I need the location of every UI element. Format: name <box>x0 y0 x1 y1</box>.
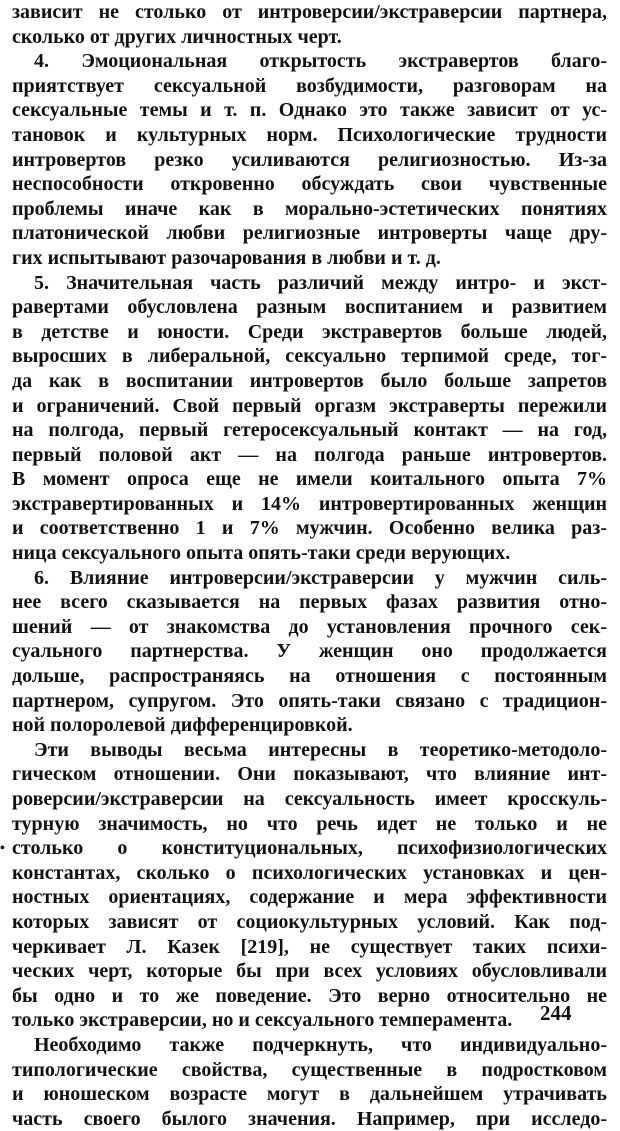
text-line: турную значимость, но что речь идет не только и не <box>12 812 607 835</box>
text-line: нее всего сказывается на первых фазах развития отно- <box>12 591 607 614</box>
text-line: и юношеском возрасте могут в дальнейшем утрачивать <box>12 1083 607 1106</box>
text-line: ной полоролевой дифференцировкой. <box>12 714 353 737</box>
body-text <box>12 0 607 1131</box>
margin-mark: • <box>0 841 5 856</box>
text-line: 6. Влияние интроверсии/экстраверсии у мужчин силь- <box>34 566 607 589</box>
text-line: гих испытывают разочарования в любви и т. д. <box>12 246 441 269</box>
text-line: типологические свойства, существенные в подростковом <box>12 1058 607 1081</box>
text-line: только экстраверсии, но и сексуального темперамента. <box>12 1009 513 1032</box>
text-line: шений — от знакомства до установления прочного сек- <box>12 615 607 638</box>
text-line: проблемы иначе как в морально-эстетических понятиях <box>12 197 607 220</box>
text-line: выросших в либеральной, сексуально терпимой среде, тог- <box>12 345 607 368</box>
text-line: платонической любви религиозные интроверты чаще дру- <box>12 222 607 245</box>
page-number: 244 <box>540 1001 572 1025</box>
text-line: В момент опроса еще не имели коитального опыта 7% <box>12 468 607 491</box>
text-line: сексуальные темы и т. п. Однако это также зависит от ус- <box>12 99 607 122</box>
text-line: столько о конституциональных, психофизиологических <box>12 837 607 860</box>
text-line: сколько от других личностных черт. <box>12 25 342 48</box>
text-line: интровертов резко усиливаются религиозностью. Из-за <box>12 148 607 171</box>
text-line: ница сексуального опыта опять-таки среди верующих. <box>12 542 511 565</box>
text-line: и ограничений. Свой первый оргазм экстраверты пережили <box>12 394 607 417</box>
text-line: роверсии/экстраверсии на сексуальность имеет кросскуль- <box>12 788 607 810</box>
text-line: гическом отношении. Они показывают, что влияние инт- <box>12 763 607 786</box>
text-line: приятствует сексуальной возбудимости, разговорам на <box>12 74 607 97</box>
text-line: 5. Значительная часть различий между интро- и экст- <box>34 271 607 294</box>
text-line: да как в воспитании интровертов было больше запретов <box>12 369 607 392</box>
text-line: черкивает Л. Казек [219], не существует таких психи- <box>12 935 607 958</box>
text-line: зависит не столько от интроверсии/экстраверсии партнера, <box>12 1 607 23</box>
text-line: бы одно и то же поведение. Это верно относительно не <box>12 984 607 1007</box>
text-line: партнером, супругом. Это опять-таки связано с традицион- <box>12 689 607 712</box>
text-line: первый половой акт — на полгода раньше интровертов. <box>12 443 607 466</box>
text-line: константах, сколько о психологических установках и цен- <box>12 861 607 884</box>
text-line: в детстве и юности. Среди экстравертов больше людей, <box>12 320 607 343</box>
text-line: экстравертированных и 14% интровертированных женщин <box>12 492 607 515</box>
text-line: ческих черт, которые бы при всех условиях обусловливали <box>12 960 607 983</box>
text-line: которых зависят от социокультурных условий. Как под- <box>12 910 607 933</box>
text-line: на полгода, первый гетеросексуальный контакт — на год, <box>12 419 607 442</box>
text-line: и соответственно 1 и 7% мужчин. Особенно велика раз- <box>12 517 607 540</box>
text-line: Необходимо также подчеркнуть, что индивидуально- <box>34 1033 607 1056</box>
text-line: часть своего былого значения. Например, при исследо- <box>12 1107 607 1130</box>
text-line: дольше, распространяясь на отношения с постоянным <box>12 665 607 688</box>
text-line: равертами обусловлена разным воспитанием и развитием <box>12 296 607 319</box>
text-line: ностных ориентациях, содержание и мера эффективности <box>12 886 607 909</box>
text-line: 4. Эмоциональная открытость экстравертов благо- <box>34 50 607 73</box>
text-line: тановок и культурных норм. Психологические трудности <box>12 123 607 146</box>
text-line: суального партнерства. У женщин оно продолжается <box>12 640 607 663</box>
text-line: Эти выводы весьма интересны в теоретико-методоло- <box>34 738 607 761</box>
text-line: неспособности откровенно обсуждать свои чувственные <box>12 173 607 196</box>
